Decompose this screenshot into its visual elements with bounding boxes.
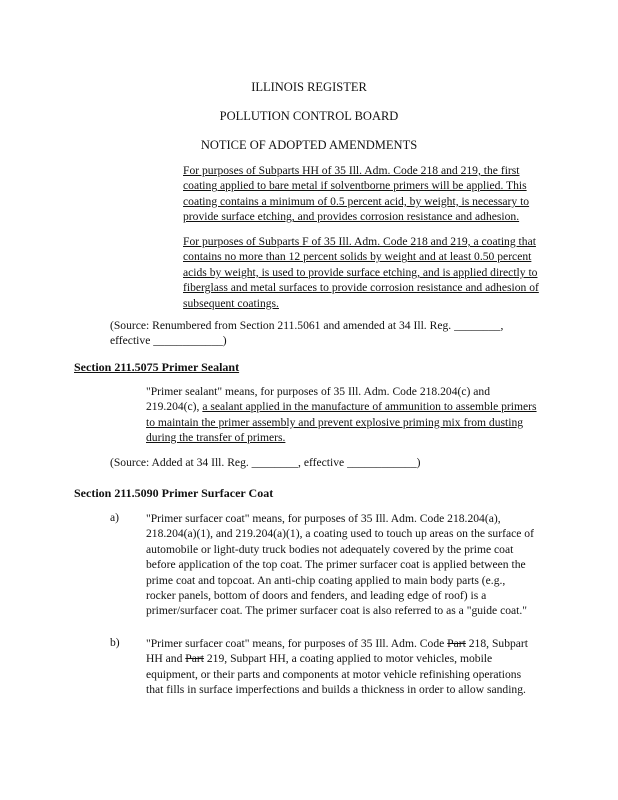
paragraph-subparts-hh: For purposes of Subparts HH of 35 Ill. Adm. Code 218 and 219, the first coating applied to bare metal if solventborne primers will be applied. This coating contains a minimum of 0.5 percent acid, by weight, is necessary to provide surface etching, and provides corrosion resistance and adhesion.	[183, 164, 530, 224]
board-name: POLLUTION CONTROL BOARD	[219, 109, 399, 123]
source-note-5061: (Source: Renumbered from Section 211.5061 and amended at 34 Ill. Reg. ________, effective ____________)	[110, 319, 504, 348]
item-a-text: "Primer surfacer coat" means, for purposes of 35 Ill. Adm. Code 218.204(a), 218.204(a)(1), and 219.204(a)(1), a coating used to touch up areas on the surface of automobile or light-duty truck bodies not adequately covered by the prime coat before application of the top coat. The primer surfacer coat is applied between the prime coat and topcoat. An anti-chip coating applied to main body parts (e.g., rocker panels, bottom of doors and fenders, and leading edge of roof) is a primer/surfacer coat. The primer surfacer coat is also referred to as a "guide coat."	[146, 512, 534, 618]
section-heading-5075: Section 211.5075 Primer Sealant	[74, 360, 240, 374]
item-a-label: a)	[110, 511, 120, 524]
section-heading-5090: Section 211.5090 Primer Surfacer Coat	[74, 486, 274, 500]
paragraph-primer-sealant: "Primer sealant" means, for purposes of 35 Ill. Adm. Code 218.204(c) and 219.204(c), a sealant applied in the manufacture of ammunition to assemble primers to maintain the primer assembly and prevent explosive priming mix from dusting during the transfer of primers.	[146, 385, 537, 445]
source-note-5075: (Source: Added at 34 Ill. Reg. ________, effective ____________)	[110, 456, 421, 469]
item-b-text: "Primer surfacer coat" means, for purposes of 35 Ill. Adm. Code Part 218, Subpart HH and Part 219, Subpart HH, a coating applied to motor vehicles, mobile equipment, or their parts and components at motor vehicle refinishing operations that fills in surface imperfections and builds a thickness in order to allow sanding.	[146, 637, 529, 697]
item-b-label: b)	[110, 636, 120, 649]
paragraph-subparts-f: For purposes of Subparts F of 35 Ill. Adm. Code 218 and 219, a coating that contains no more than 12 percent solids by weight and at least 0.50 percent acids by weight, is used to provide surface etching, and is applied directly to fiberglass and metal surfaces to provide corrosion resistance and adhesion of subsequent coatings.	[183, 235, 539, 310]
notice-title: NOTICE OF ADOPTED AMENDMENTS	[200, 138, 418, 152]
register-title: ILLINOIS REGISTER	[251, 80, 367, 94]
